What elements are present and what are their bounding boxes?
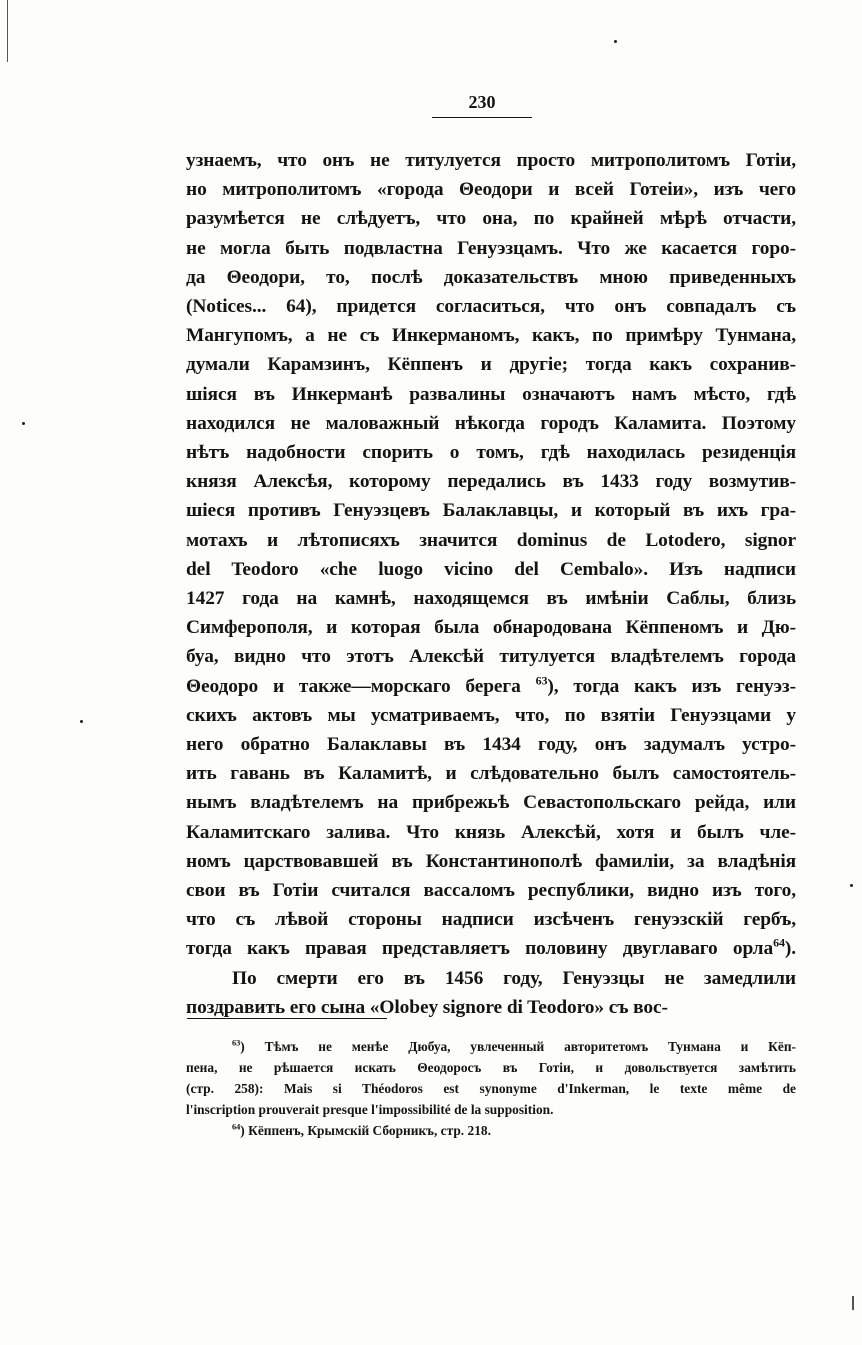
footnote-text: ) Кёппенъ, Крымскій Сборникъ, стр. 218. bbox=[240, 1123, 491, 1138]
footnote-ref-64[interactable]: 64 bbox=[773, 936, 785, 951]
text-line: номъ царствовавшей въ Константинополѣ фамиліи, за владѣнія bbox=[186, 850, 796, 872]
text-line: нымъ владѣтелемъ на прибрежьѣ Севастопольскаго рейда, или bbox=[186, 792, 796, 814]
text-line: 1427 года на камнѣ, находящемся въ имѣніи Саблы, близь bbox=[186, 588, 796, 610]
line-text-tail: ), тогда какъ изъ генуэз- bbox=[547, 675, 796, 697]
text-line: князя Алексѣя, которому передались въ 1433 году возмутив- bbox=[186, 471, 796, 493]
footnote-text: ) Тѣмъ не менѣе Дюбуа, увлеченный авторитетомъ Тунмана и Кёп- bbox=[240, 1039, 796, 1054]
scan-margin-mark bbox=[7, 0, 8, 62]
main-text bbox=[186, 146, 796, 1022]
scan-speck bbox=[850, 884, 853, 887]
text-line: свои въ Готіи считался вассаломъ республики, видно изъ того, bbox=[186, 880, 796, 902]
text-line: буа, видно что этотъ Алексѣй титулуется владѣтелемъ города bbox=[186, 646, 796, 668]
footnote-ref-63[interactable]: 63 bbox=[535, 673, 548, 688]
footnote-separator bbox=[187, 1018, 387, 1019]
text-line: Симферополя, и которая была обнародована Кёппеномъ и Дю- bbox=[186, 617, 796, 639]
footnote-63 bbox=[186, 1036, 796, 1057]
footnote-marker-63: 63 bbox=[232, 1038, 241, 1048]
text-line: не могла быть подвластна Генуэзцамъ. Что же касается горо- bbox=[186, 237, 796, 259]
text-line: но митрополитомъ «города Θеодори и всей Готеіи», изъ чего bbox=[186, 179, 796, 201]
footnote-line: (стр. 258): Mais si Théodoros est synonyme d'Inkerman, le texte même de bbox=[186, 1081, 796, 1096]
scan-speck bbox=[22, 422, 25, 425]
line-text-tail: ). bbox=[784, 938, 796, 960]
text-line: шіеся противъ Генуэзцевъ Балаклавцы, и который въ ихъ гра- bbox=[186, 500, 796, 522]
text-line: скихъ актовъ мы усматриваемъ, что, по взятіи Генуэзцами у bbox=[186, 704, 796, 726]
text-line: находился не маловажный нѣкогда городъ Каламита. Поэтому bbox=[186, 412, 796, 434]
footnote-64 bbox=[186, 1120, 796, 1141]
text-line: мотахъ и лѣтописяхъ значится dominus de Lotodero, signor bbox=[186, 529, 796, 551]
text-line: нѣтъ надобности спорить о томъ, гдѣ находилась резиденція bbox=[186, 442, 796, 464]
text-line: шіяся въ Инкерманѣ развалины означаютъ намъ мѣсто, гдѣ bbox=[186, 383, 796, 405]
scan-speck bbox=[614, 40, 617, 43]
paragraph-start: По смерти его въ 1456 году, Генуэзцы не замедлили bbox=[232, 967, 796, 989]
text-line: поздравить его сына «Olobey signore di Teodoro» съ вос- bbox=[186, 996, 668, 1018]
scan-speck bbox=[80, 720, 83, 723]
text-line: Каламитскаго залива. Что князь Алексѣй, хотя и былъ чле- bbox=[186, 821, 796, 843]
footnote-line: l'inscription prouverait presque l'impossibilité de la supposition. bbox=[186, 1102, 554, 1117]
text-line: ить гавань въ Каламитѣ, и слѣдовательно былъ самостоятель- bbox=[186, 763, 796, 785]
page-number-underline bbox=[432, 117, 532, 118]
text-line: del Teodoro «che luogo vicino del Cembalo». Изъ надписи bbox=[186, 558, 796, 580]
text-line: узнаемъ, что онъ не титулуется просто митрополитомъ Готіи, bbox=[186, 150, 796, 171]
text-line: думали Карамзинъ, Кёппенъ и другіе; тогда какъ сохранив- bbox=[186, 354, 796, 376]
footnote-marker-64: 64 bbox=[232, 1122, 241, 1132]
text-line: Мангупомъ, а не съ Инкерманомъ, какъ, по примѣру Тунмана, bbox=[186, 325, 796, 347]
text-line: да Θеодори, то, послѣ доказательствъ мною приведенныхъ bbox=[186, 266, 796, 288]
text-line: что съ лѣвой стороны надписи изсѣченъ генуэзскій гербъ, bbox=[186, 909, 796, 931]
text-line-with-footnote-ref bbox=[186, 934, 796, 963]
text-line: него обратно Балаклавы въ 1434 году, онъ задумалъ устро- bbox=[186, 734, 796, 756]
line-text: тогда какъ правая представляетъ половину двуглаваго орла bbox=[186, 938, 774, 960]
text-line: (Notices... 64), придется согласиться, что онъ совпадалъ съ bbox=[186, 296, 796, 318]
text-line: разумѣется не слѣдуетъ, что она, по крайней мѣрѣ отчасти, bbox=[186, 208, 796, 230]
line-text: Θеодоро и также—морскаго берега bbox=[186, 675, 521, 697]
footnotes bbox=[186, 1036, 796, 1141]
page-number: 230 bbox=[468, 92, 496, 112]
text-line-with-footnote-ref bbox=[186, 672, 796, 701]
scan-margin-mark bbox=[852, 1296, 854, 1310]
footnote-line: пена, не рѣшается искать Θеодоросъ въ Готіи, и довольствуется замѣтить bbox=[186, 1060, 796, 1075]
